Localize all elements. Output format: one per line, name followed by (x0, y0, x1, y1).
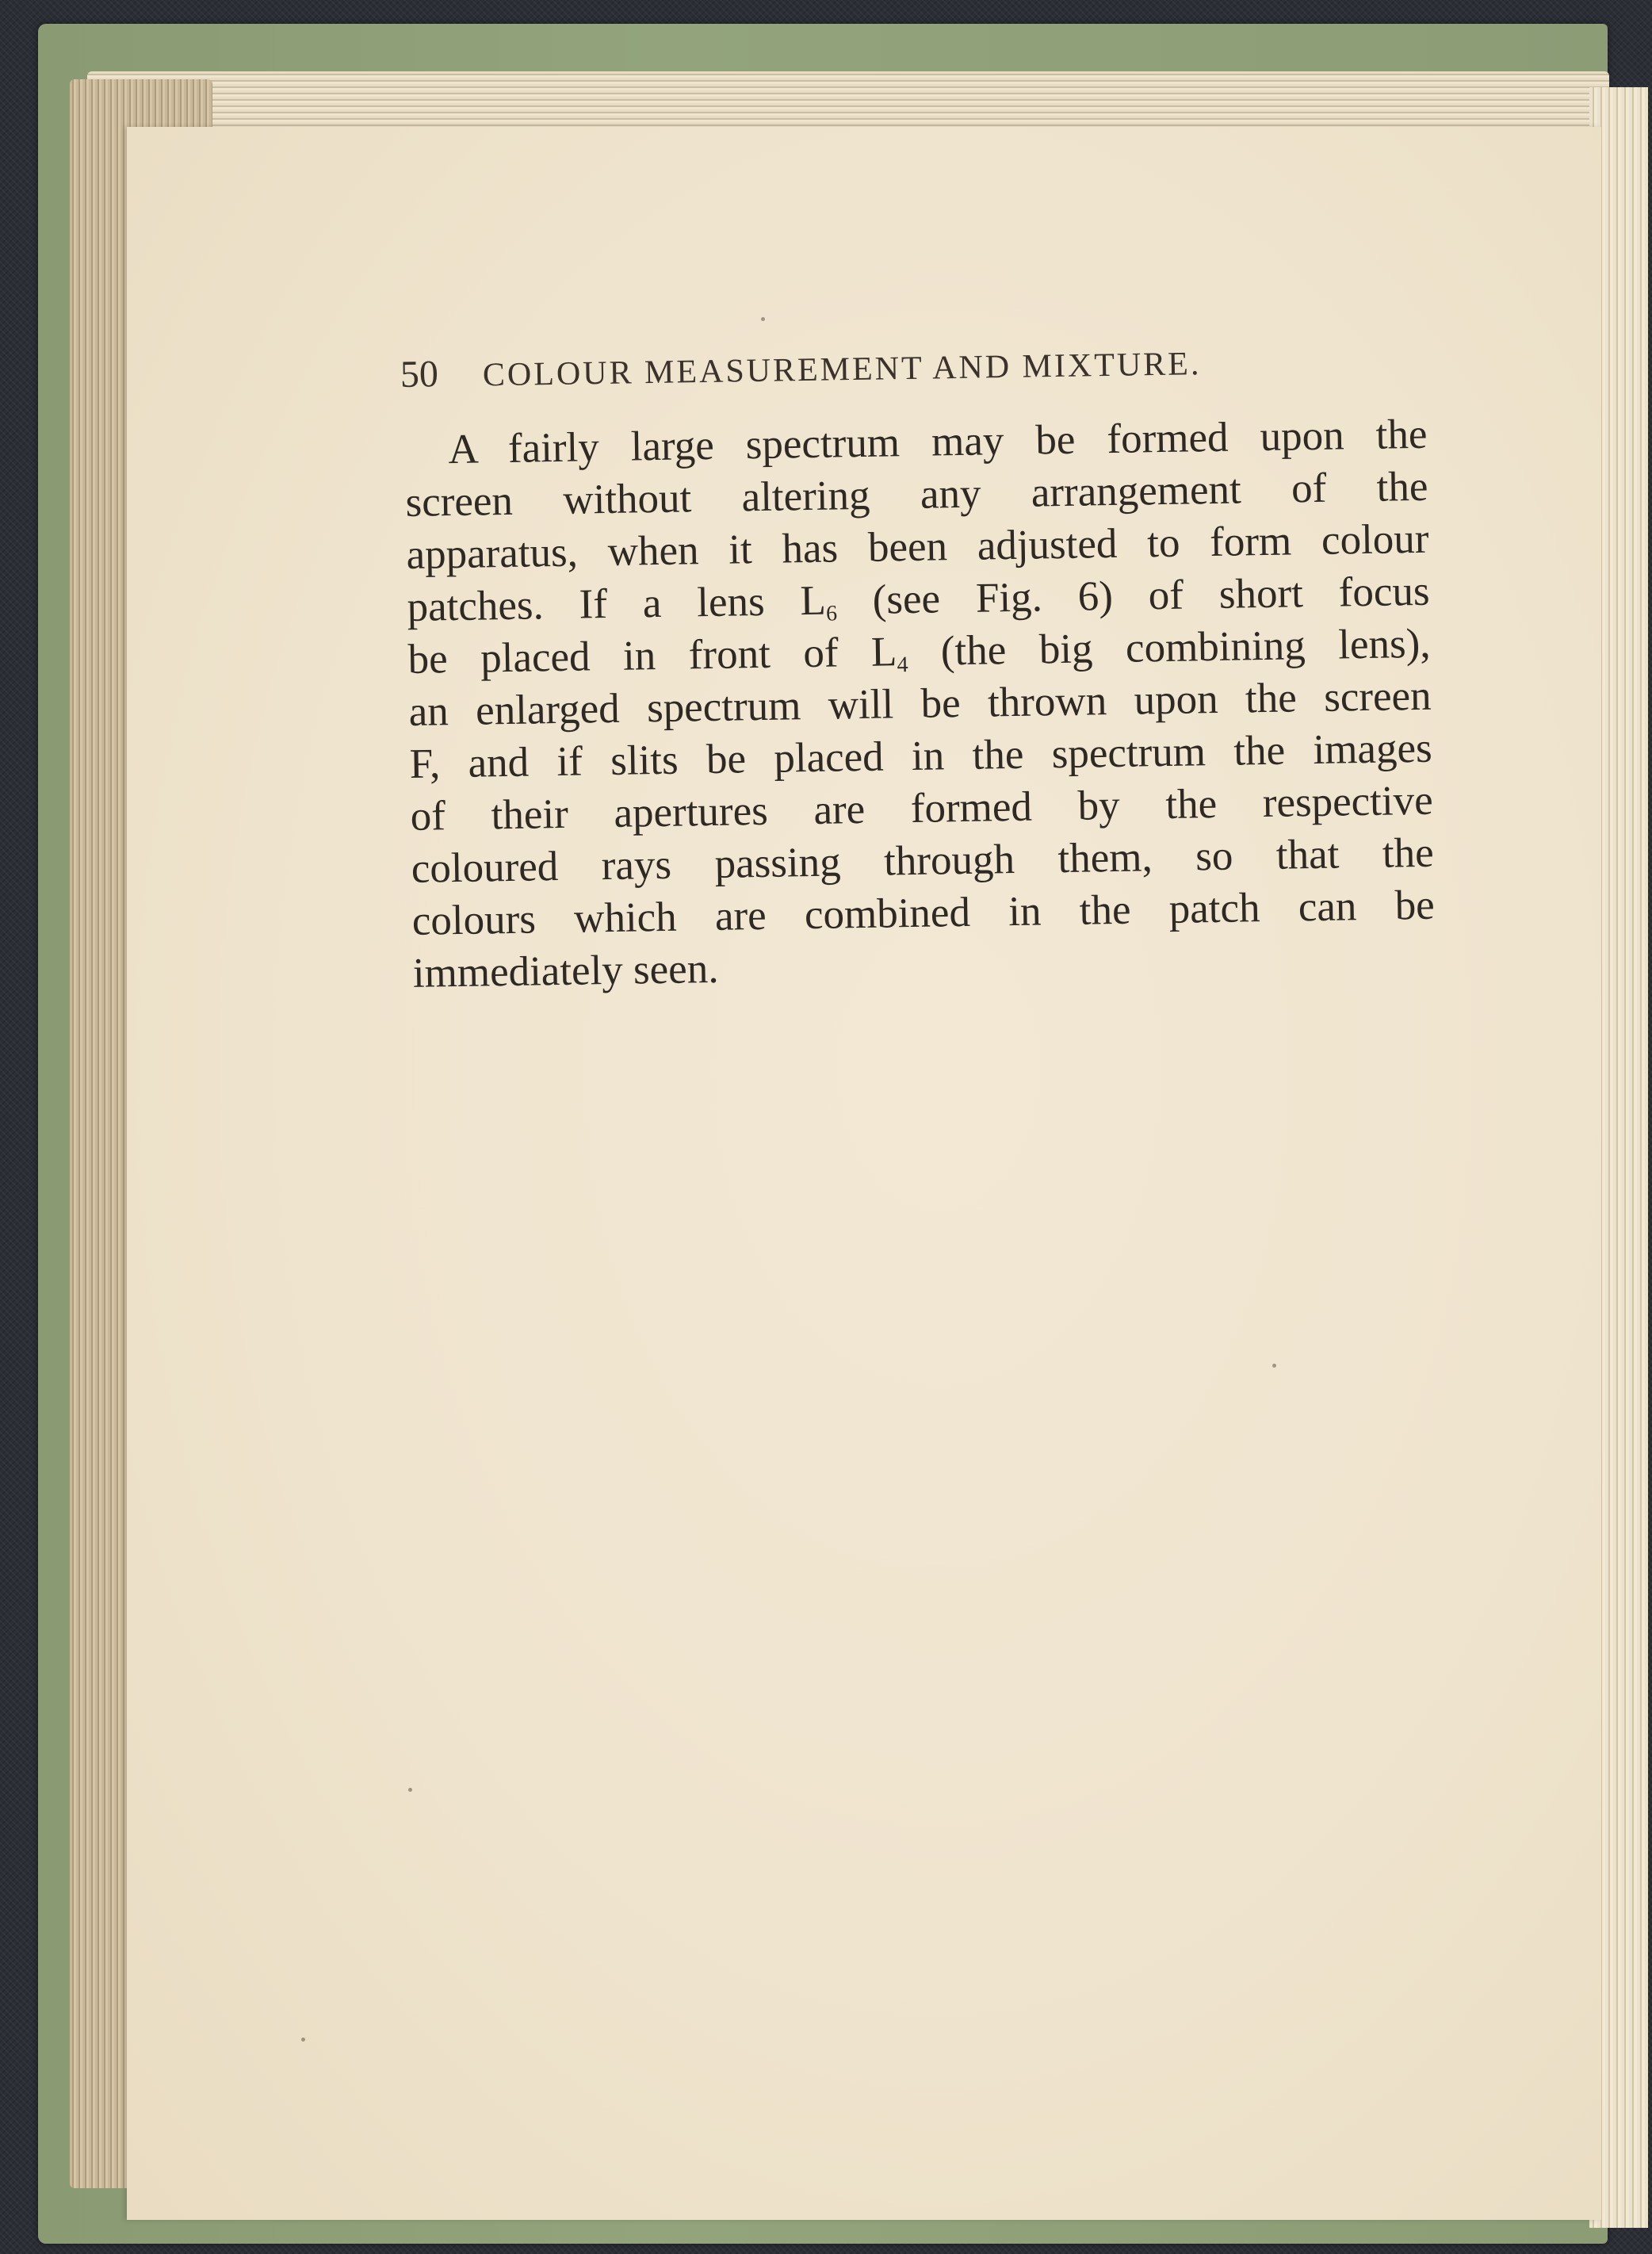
text-line: an enlarged spectrum will be thrown upon the screen (408, 672, 1432, 735)
paper-speck (301, 2038, 305, 2042)
text-line: coloured rays passing through them, so that the (411, 829, 1435, 892)
body-paragraph (404, 408, 1436, 1000)
subscript: 4 (897, 652, 908, 678)
text-line: be placed in front of $L_4$ (the big combining lens), (407, 620, 1431, 683)
page-number: 50 (400, 353, 439, 396)
text-line: A fairly large spectrum may be formed upon the (448, 411, 1428, 473)
text-line: colours which are combined in the patch can be (411, 882, 1436, 944)
paper-speck (408, 1788, 412, 1792)
text-line: screen without altering any arrangement of the (405, 463, 1428, 526)
running-head-title: COLOUR MEASUREMENT AND MIXTURE. (482, 346, 1202, 394)
text-line: patches. If a lens $L_6$ (see Fig. 6) of short focus (407, 568, 1430, 630)
subscript: 6 (825, 601, 838, 626)
text-line: of their apertures are formed by the respective (410, 777, 1434, 840)
text-line: F, and if slits be placed in the spectrum the images (409, 725, 1433, 787)
text-line: apparatus, when it has been adjusted to form colour (406, 515, 1429, 578)
paper-speck (761, 317, 765, 321)
paper-speck (1272, 1364, 1276, 1368)
text-line: immediately seen. (412, 945, 719, 997)
